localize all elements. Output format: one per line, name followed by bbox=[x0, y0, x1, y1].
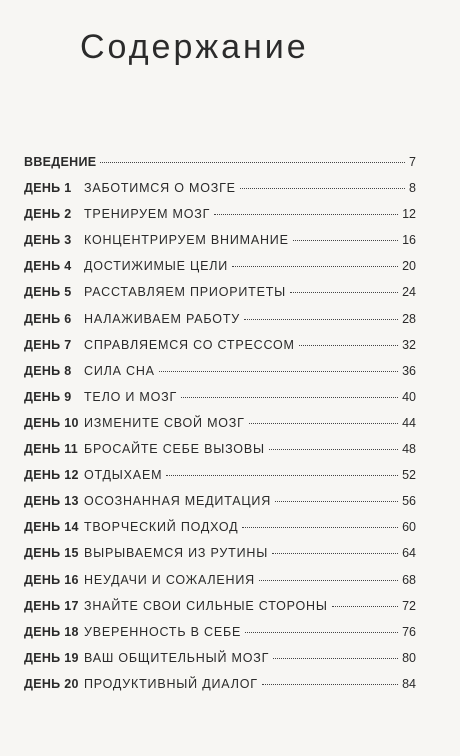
toc-page-number: 7 bbox=[409, 155, 416, 169]
toc-entry bbox=[24, 207, 416, 233]
toc-page-number: 84 bbox=[402, 676, 416, 691]
toc-entry bbox=[24, 416, 416, 442]
dot-leader bbox=[259, 580, 398, 581]
toc-entry bbox=[24, 494, 416, 520]
toc-chapter-title: СПРАВЛЯЕМСЯ СО СТРЕССОМ bbox=[84, 337, 295, 352]
toc-day-label: ДЕНЬ 4 bbox=[24, 259, 72, 274]
toc-entry bbox=[24, 573, 416, 599]
toc-chapter-title: ИЗМЕНИТЕ СВОЙ МОЗГ bbox=[84, 415, 245, 430]
toc-day-label: ДЕНЬ 13 bbox=[24, 494, 79, 509]
toc-chapter-title: РАССТАВЛЯЕМ ПРИОРИТЕТЫ bbox=[84, 285, 287, 300]
toc-day-label: ДЕНЬ 11 bbox=[24, 442, 79, 457]
toc-day-label: ДЕНЬ 19 bbox=[24, 650, 79, 665]
dot-leader bbox=[273, 658, 398, 659]
dot-leader bbox=[290, 292, 398, 293]
toc-day-label: ДЕНЬ 10 bbox=[24, 415, 79, 430]
toc-chapter-title: БРОСАЙТЕ СЕБЕ ВЫЗОВЫ bbox=[84, 442, 265, 457]
dot-leader bbox=[269, 449, 398, 450]
toc-entry bbox=[24, 233, 416, 259]
toc-page-number: 52 bbox=[402, 468, 416, 483]
toc-day-label: ДЕНЬ 3 bbox=[24, 233, 72, 248]
toc-entry bbox=[24, 625, 416, 651]
dot-leader bbox=[272, 553, 398, 554]
toc-day-label: ДЕНЬ 20 bbox=[24, 676, 79, 691]
toc-day-label: ДЕНЬ 17 bbox=[24, 598, 79, 613]
toc-day-label: ДЕНЬ 9 bbox=[24, 389, 72, 404]
toc-day-label: ДЕНЬ 8 bbox=[24, 363, 72, 378]
toc-page-number: 8 bbox=[409, 181, 416, 196]
toc-entry bbox=[24, 599, 416, 625]
toc-page-number: 20 bbox=[402, 259, 416, 274]
dot-leader bbox=[244, 319, 398, 320]
toc-page-number: 76 bbox=[402, 624, 416, 639]
toc-entry bbox=[24, 364, 416, 390]
toc-day-label: ДЕНЬ 5 bbox=[24, 285, 72, 300]
dot-leader bbox=[214, 214, 398, 215]
dot-leader bbox=[275, 501, 398, 502]
dot-leader bbox=[166, 475, 398, 476]
toc-chapter-title: ТЕЛО И МОЗГ bbox=[84, 389, 178, 404]
dot-leader bbox=[293, 240, 398, 241]
dot-leader bbox=[249, 423, 398, 424]
toc-entry bbox=[24, 651, 416, 677]
toc-page-number: 68 bbox=[402, 572, 416, 587]
toc-page-number: 80 bbox=[402, 650, 416, 665]
toc-entry bbox=[24, 338, 416, 364]
toc-chapter-title: ТРЕНИРУЕМ МОЗГ bbox=[84, 207, 211, 222]
table-of-contents bbox=[24, 155, 416, 703]
toc-entry bbox=[24, 285, 416, 311]
toc-page-number: 28 bbox=[402, 311, 416, 326]
toc-entry bbox=[24, 312, 416, 338]
toc-chapter-title: ВАШ ОБЩИТЕЛЬНЫЙ МОЗГ bbox=[84, 650, 270, 665]
toc-entry bbox=[24, 677, 416, 703]
toc-chapter-title: ПРОДУКТИВНЫЙ ДИАЛОГ bbox=[84, 676, 258, 691]
toc-day-label: ДЕНЬ 16 bbox=[24, 572, 79, 587]
toc-chapter-title: СИЛА СНА bbox=[84, 363, 155, 378]
toc-chapter-title: УВЕРЕННОСТЬ В СЕБЕ bbox=[84, 624, 242, 639]
dot-leader bbox=[245, 632, 398, 633]
toc-day-label: ДЕНЬ 6 bbox=[24, 311, 72, 326]
dot-leader bbox=[100, 162, 405, 163]
toc-entry bbox=[24, 442, 416, 468]
toc-day-label: ДЕНЬ 15 bbox=[24, 546, 79, 561]
toc-page-number: 12 bbox=[402, 207, 416, 222]
toc-chapter-title: ВЫРЫВАЕМСЯ ИЗ РУТИНЫ bbox=[84, 546, 269, 561]
toc-day-label: ДЕНЬ 7 bbox=[24, 337, 72, 352]
toc-chapter-title: ЗАБОТИМСЯ О МОЗГЕ bbox=[84, 181, 236, 196]
toc-page-number: 48 bbox=[402, 442, 416, 457]
toc-entry bbox=[24, 181, 416, 207]
toc-entry bbox=[24, 390, 416, 416]
toc-day-label: ДЕНЬ 1 bbox=[24, 181, 72, 196]
toc-day-label: ДЕНЬ 12 bbox=[24, 468, 79, 483]
toc-page-number: 72 bbox=[402, 598, 416, 613]
dot-leader bbox=[242, 527, 398, 528]
dot-leader bbox=[240, 188, 405, 189]
toc-entry bbox=[24, 259, 416, 285]
toc-day-label: ДЕНЬ 14 bbox=[24, 520, 79, 535]
dot-leader bbox=[262, 684, 398, 685]
toc-chapter-title: НАЛАЖИВАЕМ РАБОТУ bbox=[84, 311, 240, 326]
toc-page-number: 56 bbox=[402, 494, 416, 509]
toc-page-number: 16 bbox=[402, 233, 416, 248]
toc-page-number: 40 bbox=[402, 389, 416, 404]
toc-page-number: 36 bbox=[402, 363, 416, 378]
dot-leader bbox=[332, 606, 398, 607]
toc-page-number: 24 bbox=[402, 285, 416, 300]
toc-entry bbox=[24, 520, 416, 546]
toc-chapter-title: ДОСТИЖИМЫЕ ЦЕЛИ bbox=[84, 259, 229, 274]
dot-leader bbox=[181, 397, 398, 398]
toc-page-number: 64 bbox=[402, 546, 416, 561]
toc-day-label: ДЕНЬ 18 bbox=[24, 624, 79, 639]
toc-page-number: 60 bbox=[402, 520, 416, 535]
toc-entry-intro bbox=[24, 155, 416, 181]
dot-leader bbox=[232, 266, 398, 267]
toc-chapter-title: КОНЦЕНТРИРУЕМ ВНИМАНИЕ bbox=[84, 233, 289, 248]
toc-chapter-title: ОТДЫХАЕМ bbox=[84, 468, 163, 483]
toc-chapter-title: ТВОРЧЕСКИЙ ПОДХОД bbox=[84, 520, 239, 535]
page-title: Содержание bbox=[80, 28, 309, 66]
toc-entry bbox=[24, 546, 416, 572]
toc-chapter-title: НЕУДАЧИ И СОЖАЛЕНИЯ bbox=[84, 572, 255, 587]
dot-leader bbox=[299, 345, 398, 346]
toc-intro-label: ВВЕДЕНИЕ bbox=[24, 155, 97, 169]
toc-entries bbox=[24, 181, 416, 703]
toc-page-number: 32 bbox=[402, 337, 416, 352]
toc-chapter-title: ЗНАЙТЕ СВОИ СИЛЬНЫЕ СТОРОНЫ bbox=[84, 598, 328, 613]
toc-page-number: 44 bbox=[402, 415, 416, 430]
toc-chapter-title: ОСОЗНАННАЯ МЕДИТАЦИЯ bbox=[84, 494, 272, 509]
toc-entry bbox=[24, 468, 416, 494]
dot-leader bbox=[159, 371, 398, 372]
toc-day-label: ДЕНЬ 2 bbox=[24, 207, 72, 222]
